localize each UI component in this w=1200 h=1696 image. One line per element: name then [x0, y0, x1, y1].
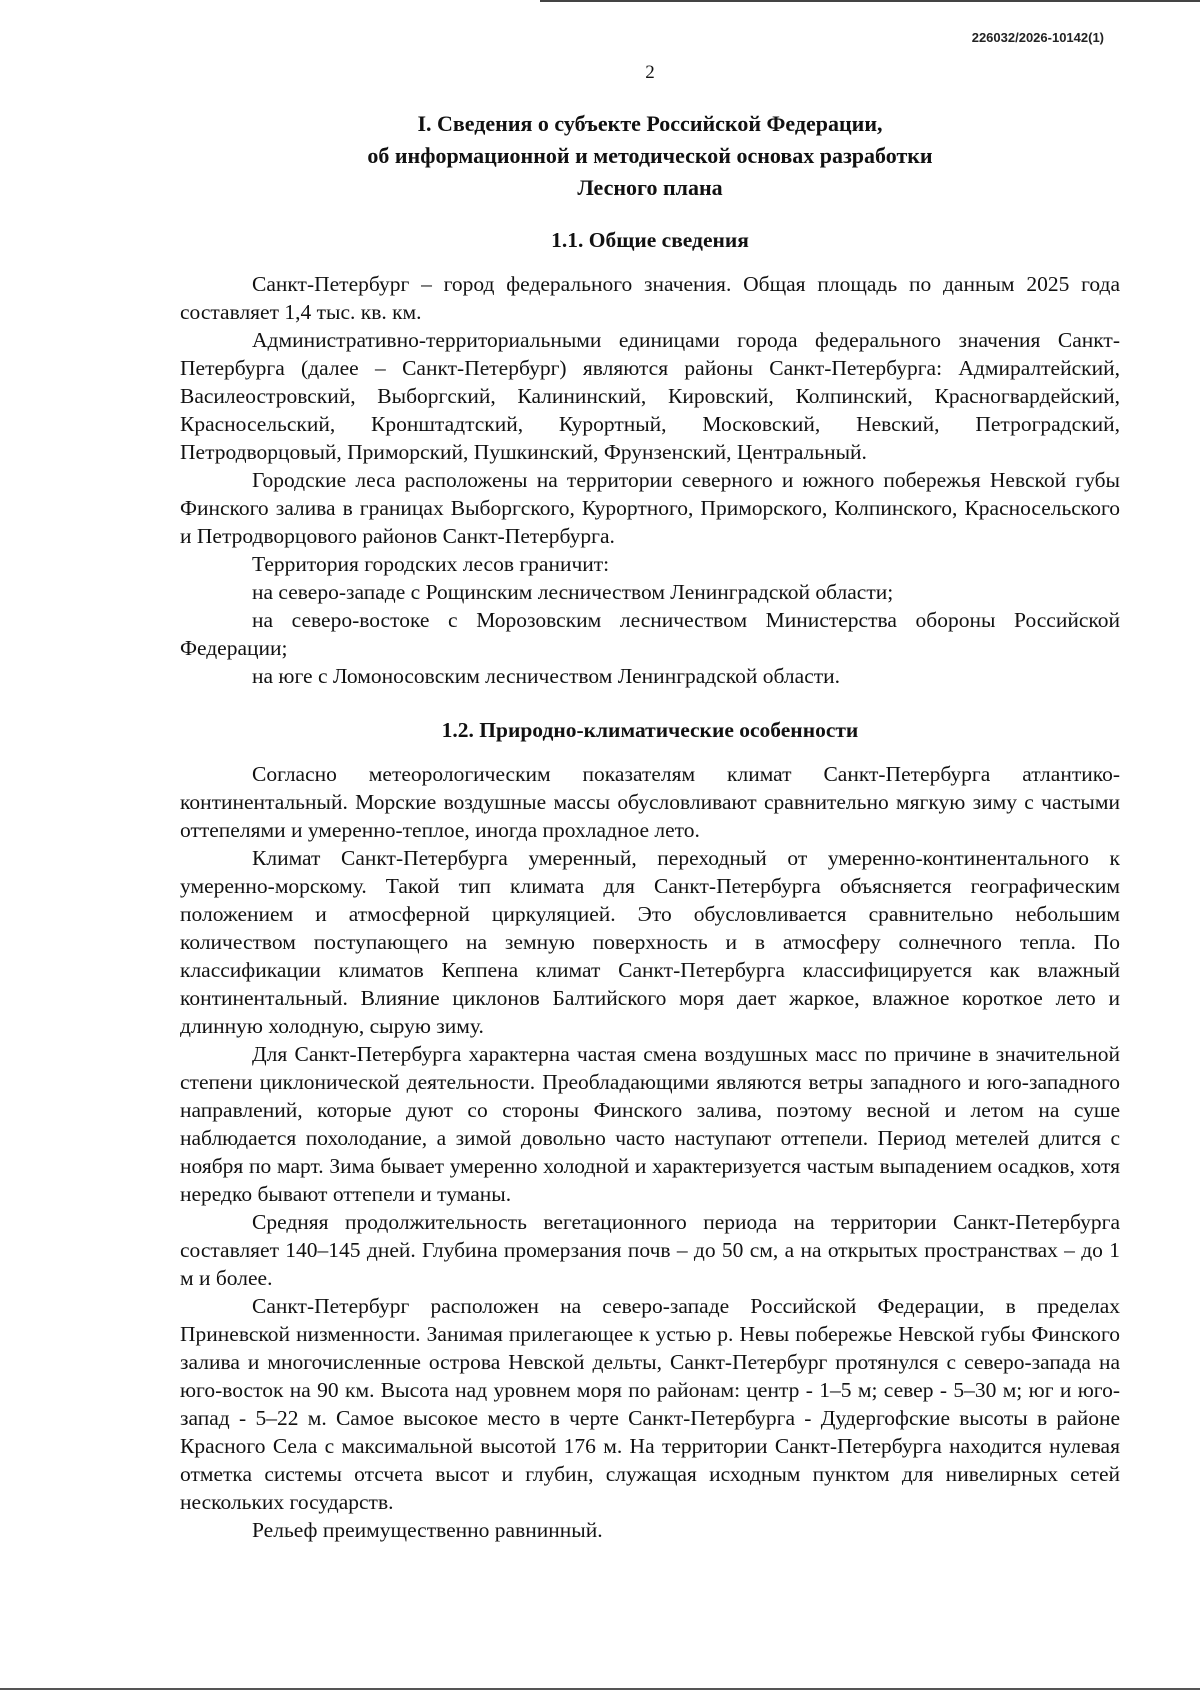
- paragraph: Административно-территориальными единицами города федерального значения Санкт-Петербурга (далее – Санкт-Петербург) являются районы Санкт-Петербурга: Адмиралтейский, Василеостровский, Выборгский, Калининский, Кировский, Колпинский, Красногвардейский, Красносельский, Кронштадтский, Курортный, Московский, Невский, Петроградский, Петродворцовый, Приморский, Пушкинский, Фрунзенский, Центральный.: [180, 328, 1120, 464]
- paragraph: на северо-западе с Рощинским лесничеством Ленинградской области;: [252, 580, 894, 604]
- paragraph: Территория городских лесов граничит:: [252, 552, 610, 576]
- document-id: 226032/2026-10142(1): [971, 30, 1104, 45]
- scan-edge-bottom: [0, 1688, 1200, 1690]
- paragraph: Городские леса расположены на территории северного и южного побережья Невской губы Финского залива в границах Выборгского, Курортного, Приморского, Колпинского, Красносельского и Петродворцового районов Санкт-Петербурга.: [180, 468, 1120, 548]
- paragraph: Санкт-Петербург – город федерального значения. Общая площадь по данным 2025 года составляет 1,4 тыс. кв. км.: [180, 272, 1120, 324]
- scan-edge-top: [540, 0, 1200, 2]
- paragraph: на юге с Ломоносовским лесничеством Ленинградской области.: [252, 664, 841, 688]
- section-general-info: [180, 226, 1120, 690]
- paragraph: на северо-востоке с Морозовским лесничеством Министерства обороны Российской Федерации;: [180, 608, 1120, 660]
- paragraph: Согласно метеорологическим показателям климат Санкт-Петербурга атлантико-континентальный. Морские воздушные массы обусловливают сравнительно мягкую зиму с частыми оттепелями и умеренно-теплое, иногда прохладное лето.: [180, 762, 1120, 842]
- section-heading: 1.2. Природно-климатические особенности: [441, 718, 859, 742]
- paragraph: Для Санкт-Петербурга характерна частая смена воздушных масс по причине в значительной степени циклонической деятельности. Преобладающими являются ветры западного и юго-западного направлений, которые дуют со стороны Финского залива, поэтому весной и летом на суше наблюдается похолодание, а зимой довольно часто наступают оттепели. Период метелей длится с ноября по март. Зима бывает умеренно холодной и характеризуется частым выпадением осадков, хотя нередко бывают оттепели и туманы.: [180, 1042, 1120, 1206]
- paragraph: Средняя продолжительность вегетационного периода на территории Санкт-Петербурга составляет 140–145 дней. Глубина промерзания почв – до 50 см, а на открытых пространствах – до 1 м и более.: [180, 1210, 1120, 1290]
- paragraph: Климат Санкт-Петербурга умеренный, переходный от умеренно-континентального к умеренно-морскому. Такой тип климата для Санкт-Петербурга объясняется географическим положением и атмосферной циркуляцией. Это обусловливается сравнительно небольшим количеством поступающего на земную поверхность и в атмосферу солнечного тепла. По классификации климатов Кеппена климат Санкт-Петербурга классифицируется как влажный континентальный. Влияние циклонов Балтийского моря дает жаркое, влажное короткое лето и длинную холодную, сырую зиму.: [180, 846, 1120, 1038]
- title-line: I. Сведения о субъекте Российской Федерации,: [417, 111, 883, 136]
- title-line: Лесного плана: [577, 175, 723, 200]
- document-body: [180, 108, 1120, 1544]
- page-number: 2: [645, 62, 655, 83]
- section-heading: 1.1. Общие сведения: [551, 228, 749, 252]
- paragraph: Санкт-Петербург расположен на северо-западе Российской Федерации, в пределах Приневской низменности. Занимая прилегающее к устью р. Невы побережье Невской губы Финского залива и многочисленные острова Невской дельты, Санкт-Петербург протянулся с северо-запада на юго-восток на 90 км. Высота над уровнем моря по районам: центр - 1–5 м; север - 5–30 м; юг и юго-запад - 5–22 м. Самое высокое место в черте Санкт-Петербурга - Дудергофские высоты в районе Красного Села с максимальной высотой 176 м. На территории Санкт-Петербурга находится нулевая отметка системы отсчета высот и глубин, служащая исходным пунктом для нивелирных сетей нескольких государств.: [180, 1294, 1120, 1514]
- paragraph: Рельеф преимущественно равнинный.: [252, 1518, 603, 1542]
- title-line: об информационной и методической основах разработки: [367, 143, 933, 168]
- section-climate: [180, 716, 1120, 1544]
- document-title: [180, 108, 1120, 204]
